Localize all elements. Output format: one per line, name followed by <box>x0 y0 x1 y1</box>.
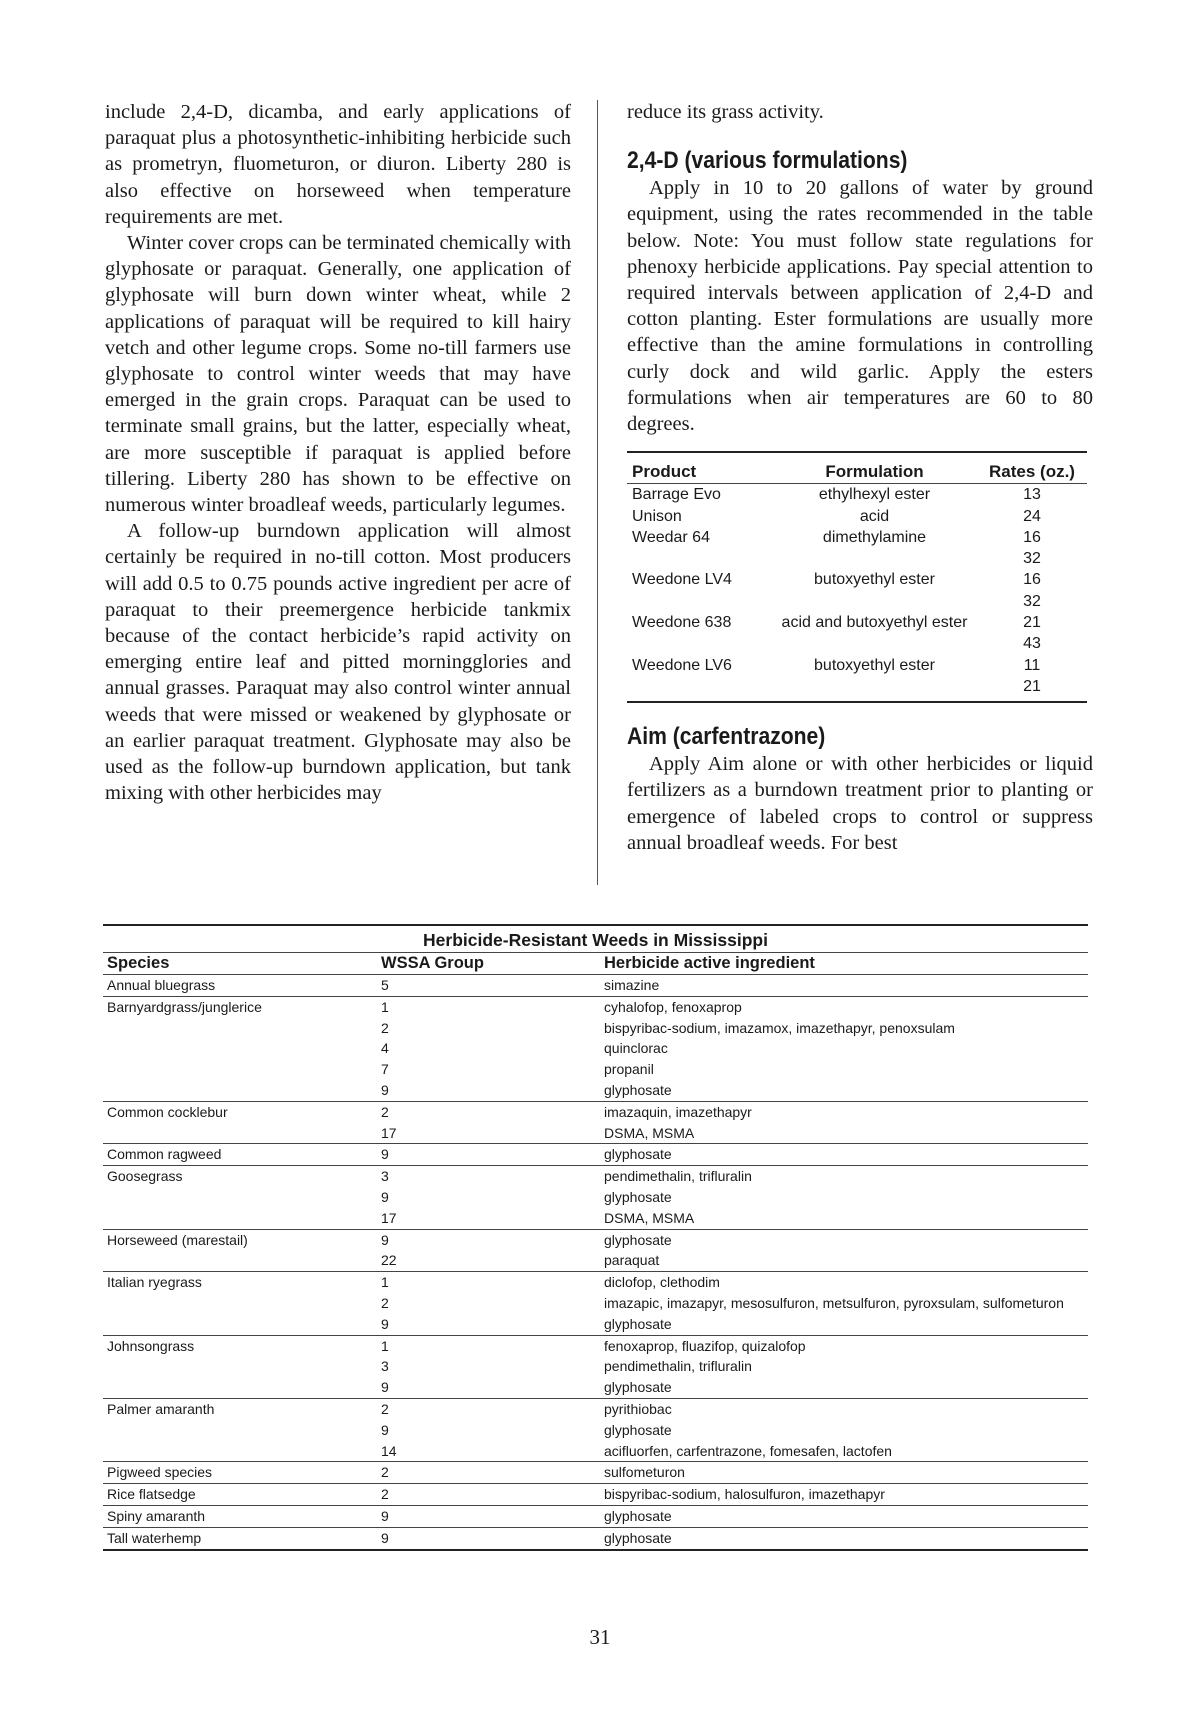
weeds-cell-wssa-group: 9 <box>377 1314 600 1335</box>
weeds-cell-wssa-group: 2 <box>381 1019 389 1036</box>
section-body-aim: Apply Aim alone or with other herbicides or liquid fertilizers as a burndown treatment prior to planting or emergence of labeled crops to control or suppress annual broadleaf weeds. For best <box>627 753 1093 854</box>
weeds-cell-active-ingredient: paraquat <box>600 1250 1088 1271</box>
weeds-table-row <box>103 1293 1088 1314</box>
weeds-table-row <box>103 1187 1088 1208</box>
weeds-table-row <box>103 1505 1088 1527</box>
weeds-cell-active-ingredient: pendimethalin, trifluralin <box>604 1168 752 1185</box>
rates-cell-product: Weedone LV6 <box>632 656 732 674</box>
weeds-table-row <box>103 1018 1088 1039</box>
weeds-table-row <box>103 1229 1088 1250</box>
weeds-table-body <box>103 975 1088 1550</box>
weeds-cell-species <box>103 1018 377 1039</box>
weeds-cell-wssa-group: 2 <box>381 1400 389 1417</box>
rates-cell-rate: 21 <box>1023 614 1041 632</box>
rates-table-row <box>627 484 1087 506</box>
rates-cell-product <box>627 676 772 702</box>
weeds-cell-wssa-group: 2 <box>381 1294 389 1311</box>
weeds-cell-active-ingredient: glyphosate <box>600 1527 1088 1549</box>
weeds-cell-wssa-group: 9 <box>377 1505 600 1527</box>
weeds-cell-wssa-group: 4 <box>381 1040 389 1057</box>
weeds-cell-species <box>103 1250 377 1271</box>
rates-table-row <box>627 548 1087 569</box>
weeds-cell-active-ingredient: simazine <box>600 975 1088 997</box>
rates-header-rates: Rates (oz.) <box>989 462 1075 482</box>
rates-cell-formulation <box>772 676 977 702</box>
weeds-table-row <box>103 1335 1088 1356</box>
rates-table <box>627 451 1087 703</box>
rates-cell-formulation: dimethylamine <box>822 528 927 546</box>
weeds-table-row <box>103 1250 1088 1271</box>
weeds-table-row <box>103 1101 1088 1122</box>
weeds-table-row <box>103 1038 1088 1059</box>
rates-cell-formulation <box>772 548 977 569</box>
weeds-cell-active-ingredient: cyhalofop, fenoxaprop <box>604 998 742 1015</box>
rates-cell-rate: 13 <box>1023 486 1041 504</box>
weeds-cell-active-ingredient: imazaquin, imazethapyr <box>604 1103 752 1120</box>
weeds-cell-species <box>103 1314 377 1335</box>
weeds-cell-species: Pigweed species <box>103 1462 377 1484</box>
weeds-cell-active-ingredient: sulfometuron <box>600 1462 1088 1484</box>
left-paragraph-3: A follow-up burndown application will almost certainly be required in no-till cotton. Most producers will add 0.5 to 0.75 pounds active ingredient per acre of paraquat to their preemergence herbicide tankmix because of the contact herbicide’s rapid activity on emerging entire leaf and pitted morningglories and annual grasses. Paraquat may also control winter annual weeds that were missed or weakened by glyphosate or an earlier paraquat treatment. Glyphosate may also be used as the follow-up burndown application, but tank mixing with other herbicides may <box>105 520 571 805</box>
weeds-table-row <box>103 996 1088 1017</box>
rates-cell-product <box>627 633 772 654</box>
weeds-cell-species <box>103 1059 377 1080</box>
rates-table-body <box>627 484 1087 702</box>
weeds-cell-wssa-group: 22 <box>377 1250 600 1271</box>
weeds-cell-wssa-group: 1 <box>381 1274 389 1291</box>
rates-table-row <box>627 527 1087 548</box>
left-paragraph-1: include 2,4-D, dicamba, and early applications of paraquat plus a photosynthetic-inhibiting herbicide such as prometryn, fluometuron, or diuron. Liberty 280 is also effective on horseweed when temperature requirements are met. <box>105 101 571 228</box>
weeds-table-row <box>103 1059 1088 1080</box>
weeds-cell-active-ingredient: pyrithiobac <box>604 1400 672 1417</box>
weeds-cell-species: Annual bluegrass <box>103 975 377 997</box>
rates-cell-product: Barrage Evo <box>632 486 721 504</box>
weeds-table-row <box>103 1377 1088 1398</box>
rates-cell-product <box>627 548 772 569</box>
weeds-cell-species <box>103 1293 377 1314</box>
weeds-cell-species <box>103 1080 377 1101</box>
rates-table-row <box>627 569 1087 590</box>
weeds-cell-wssa-group: 9 <box>377 1377 600 1398</box>
rates-header-formulation: Formulation <box>825 462 924 482</box>
weeds-cell-wssa-group: 3 <box>381 1168 389 1185</box>
weeds-cell-species <box>103 1038 377 1059</box>
weeds-cell-species: Goosegrass <box>107 1168 183 1185</box>
rates-cell-rate: 16 <box>1023 528 1041 546</box>
weeds-cell-species: Horseweed (marestail) <box>107 1231 248 1248</box>
rates-table-row <box>627 633 1087 654</box>
page-number: 31 <box>589 1625 611 1649</box>
weeds-table-row <box>103 1144 1088 1166</box>
weeds-cell-active-ingredient: glyphosate <box>600 1505 1088 1527</box>
weeds-cell-wssa-group: 5 <box>377 975 600 997</box>
weeds-cell-species: Common ragweed <box>103 1144 377 1166</box>
weeds-table-row <box>103 1462 1088 1484</box>
weeds-cell-wssa-group: 3 <box>381 1358 389 1375</box>
weeds-cell-wssa-group: 9 <box>377 1527 600 1549</box>
weeds-cell-active-ingredient: quinclorac <box>604 1040 668 1057</box>
weeds-cell-active-ingredient: glyphosate <box>604 1188 672 1205</box>
weeds-cell-active-ingredient: DSMA, MSMA <box>600 1208 1088 1229</box>
weeds-header-wssa-group: WSSA Group <box>377 953 600 975</box>
weeds-cell-active-ingredient: glyphosate <box>604 1231 672 1248</box>
weeds-cell-wssa-group: 7 <box>381 1061 389 1078</box>
weeds-cell-active-ingredient: acifluorfen, carfentrazone, fomesafen, lactofen <box>600 1441 1088 1462</box>
weeds-cell-species <box>103 1356 377 1377</box>
rates-cell-rate: 32 <box>1023 550 1041 568</box>
rates-cell-formulation <box>772 633 977 654</box>
section-body-24d: Apply in 10 to 20 gallons of water by ground equipment, using the rates recommended in the table below. Note: You must follow state regulations for phenoxy herbicide applications. Pay special attention to required intervals between application of 2,4-D and cotton planting. Ester formulations are usually more effective than the amine formulations in controlling curly dock and wild garlic. Apply the esters formulations when air temperatures are 60 to 80 degrees. <box>627 177 1093 436</box>
rates-cell-formulation: acid and butoxyethyl ester <box>781 614 968 632</box>
weeds-cell-species: Common cocklebur <box>107 1103 228 1120</box>
weeds-table-row <box>103 1208 1088 1229</box>
rates-cell-formulation: acid <box>859 507 890 525</box>
weeds-table-row <box>103 1420 1088 1441</box>
rates-cell-rate: 32 <box>1023 592 1041 610</box>
rates-cell-product: Weedar 64 <box>632 528 710 546</box>
weeds-table-caption: Herbicide-Resistant Weeds in Mississippi <box>103 924 1088 953</box>
weeds-table-row <box>103 1527 1088 1549</box>
rates-cell-formulation: butoxyethyl ester <box>814 656 935 674</box>
weeds-cell-active-ingredient: bispyribac-sodium, halosulfuron, imazethapyr <box>600 1484 1088 1506</box>
rates-table-row <box>627 612 1087 633</box>
weeds-cell-species <box>103 1208 377 1229</box>
weeds-cell-wssa-group: 17 <box>377 1208 600 1229</box>
weeds-table-row <box>103 1441 1088 1462</box>
rates-cell-formulation: ethylhexyl ester <box>818 486 931 504</box>
weeds-table-row <box>103 975 1088 997</box>
weeds-cell-active-ingredient: glyphosate <box>600 1377 1088 1398</box>
rates-table-row <box>627 676 1087 702</box>
weeds-cell-species: Rice flatsedge <box>103 1484 377 1506</box>
rates-cell-product: Unison <box>632 507 682 525</box>
weeds-cell-active-ingredient: glyphosate <box>600 1144 1088 1166</box>
weeds-table-row <box>103 1272 1088 1293</box>
rates-table-row <box>627 655 1087 676</box>
rates-table-header <box>627 452 1087 484</box>
section-heading-aim: Aim (carfentrazone) <box>627 723 826 751</box>
resistant-weeds-table <box>103 924 1088 1551</box>
rates-table-row <box>627 506 1087 527</box>
weeds-cell-species: Spiny amaranth <box>103 1505 377 1527</box>
weeds-cell-wssa-group: 1 <box>381 1337 389 1354</box>
weeds-table-header <box>103 953 1088 975</box>
section-heading-24d: 2,4-D (various formulations) <box>627 147 908 175</box>
weeds-cell-wssa-group: 2 <box>377 1484 600 1506</box>
weeds-cell-wssa-group: 17 <box>377 1123 600 1144</box>
weeds-cell-active-ingredient: glyphosate <box>604 1421 672 1438</box>
rates-cell-product: Weedone 638 <box>632 614 732 632</box>
weeds-cell-active-ingredient: glyphosate <box>600 1314 1088 1335</box>
weeds-cell-wssa-group: 9 <box>381 1188 389 1205</box>
rates-cell-rate: 16 <box>1023 571 1041 589</box>
weeds-cell-wssa-group: 9 <box>381 1231 389 1248</box>
weeds-cell-active-ingredient: pendimethalin, trifluralin <box>604 1358 752 1375</box>
weeds-cell-active-ingredient: bispyribac-sodium, imazamox, imazethapyr, penoxsulam <box>604 1019 955 1036</box>
weeds-cell-wssa-group: 14 <box>377 1441 600 1462</box>
weeds-table-row <box>103 1398 1088 1419</box>
rates-cell-rate: 11 <box>1023 656 1041 674</box>
column-divider <box>597 100 598 885</box>
weeds-header-species: Species <box>103 953 377 975</box>
weeds-cell-active-ingredient: glyphosate <box>600 1080 1088 1101</box>
rates-cell-formulation: butoxyethyl ester <box>814 571 935 589</box>
weeds-table-row <box>103 1166 1088 1187</box>
rates-cell-formulation <box>772 591 977 612</box>
weeds-table-row <box>103 1314 1088 1335</box>
left-paragraph-2: Winter cover crops can be terminated chemically with glyphosate or paraquat. Generally, one application of glyphosate will burn down winter wheat, while 2 applications of paraquat will be required to kill hairy vetch and other legume crops. Some no-till farmers use glyphosate to control winter weeds that may have emerged in the grain crops. Paraquat can be used to terminate small grains, but the latter, especially wheat, are more susceptible if paraquat is applied before tillering. Liberty 280 has shown to be effective on numerous winter broadleaf weeds, particularly legumes. <box>105 232 571 517</box>
weeds-cell-species <box>103 1187 377 1208</box>
weeds-table-row <box>103 1356 1088 1377</box>
weeds-table-row <box>103 1080 1088 1101</box>
weeds-cell-species: Johnsongrass <box>107 1337 195 1354</box>
rates-header-product: Product <box>632 462 697 482</box>
right-column <box>627 99 1093 856</box>
weeds-table-row <box>103 1123 1088 1144</box>
weeds-cell-species <box>103 1420 377 1441</box>
weeds-cell-active-ingredient: imazapic, imazapyr, mesosulfuron, metsulfuron, pyroxsulam, sulfometuron <box>604 1294 1064 1311</box>
rates-table-row <box>627 591 1087 612</box>
weeds-cell-species: Palmer amaranth <box>107 1400 215 1417</box>
weeds-cell-active-ingredient: propanil <box>604 1061 654 1078</box>
rates-cell-product <box>627 591 772 612</box>
weeds-cell-wssa-group: 1 <box>381 998 389 1015</box>
right-continuation: reduce its grass activity. <box>627 101 824 123</box>
weeds-table-row <box>103 1484 1088 1506</box>
weeds-cell-active-ingredient: fenoxaprop, fluazifop, quizalofop <box>604 1337 806 1354</box>
weeds-cell-wssa-group: 9 <box>381 1421 389 1438</box>
weeds-cell-wssa-group: 2 <box>377 1462 600 1484</box>
weeds-cell-active-ingredient: diclofop, clethodim <box>604 1274 720 1291</box>
weeds-cell-species: Barnyardgrass/junglerice <box>107 998 262 1015</box>
rates-cell-rate: 24 <box>1023 507 1041 525</box>
weeds-cell-species <box>103 1123 377 1144</box>
weeds-cell-species <box>103 1441 377 1462</box>
rates-cell-rate: 43 <box>1023 635 1041 653</box>
weeds-cell-wssa-group: 9 <box>377 1080 600 1101</box>
weeds-cell-active-ingredient: DSMA, MSMA <box>600 1123 1088 1144</box>
rates-cell-rate: 21 <box>977 676 1087 702</box>
weeds-cell-species: Italian ryegrass <box>107 1274 202 1291</box>
weeds-cell-species: Tall waterhemp <box>103 1527 377 1549</box>
weeds-cell-wssa-group: 9 <box>377 1144 600 1166</box>
weeds-cell-wssa-group: 2 <box>381 1103 389 1120</box>
weeds-cell-species <box>103 1377 377 1398</box>
rates-cell-product: Weedone LV4 <box>632 571 732 589</box>
left-column <box>105 99 571 806</box>
weeds-header-active-ingredient: Herbicide active ingredient <box>600 953 1088 975</box>
